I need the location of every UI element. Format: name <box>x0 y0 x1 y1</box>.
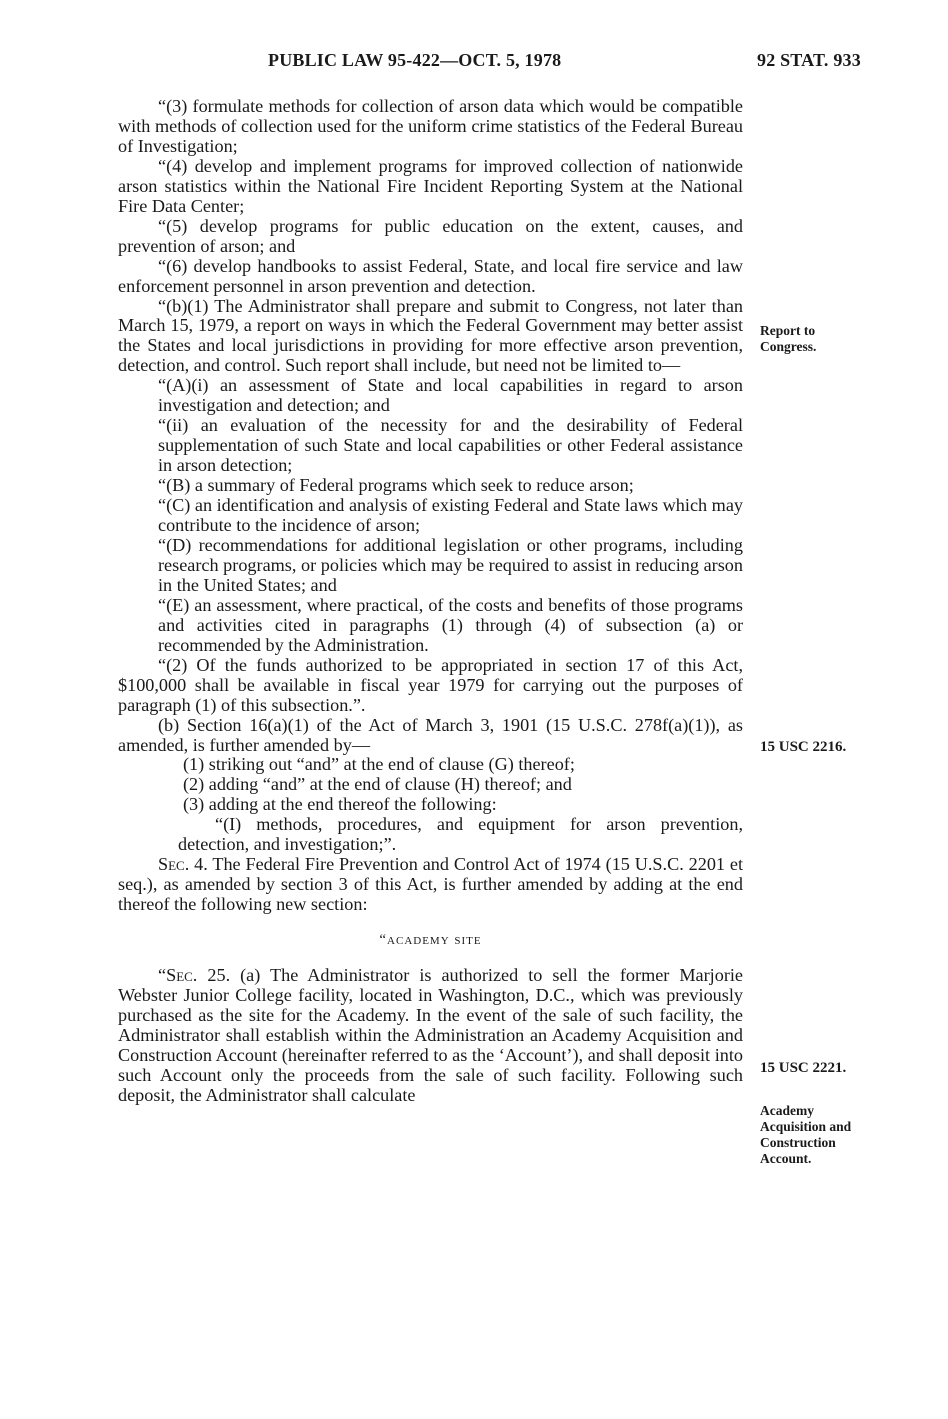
statute-page-number: 92 STAT. 933 <box>757 50 861 70</box>
margin-note-usc-2216: 15 USC 2216. <box>760 739 847 755</box>
running-head: PUBLIC LAW 95-422—OCT. 5, 1978 <box>268 50 562 70</box>
section-25 <box>118 966 743 1106</box>
paragraph-3: “(3) formulate methods for collection of arson data which would be compatible with methods of collection used for the uniform crime statistics of the Federal Bureau of Investigation; <box>118 96 743 156</box>
page-header <box>0 50 948 80</box>
section-label: Sec. <box>158 854 190 875</box>
subsection-b1: “(b)(1) The Administrator shall prepare and submit to Congress, not later than March 15, 1979, a report on ways in which the Federal Government may better assist the States and local jurisdictions in providing for more effective arson prevention, detection, and control. Such report shall include, but need not be limited to— <box>118 295 743 376</box>
amendment-item-2: (2) adding “and” at the end of clause (H) thereof; and <box>183 774 572 795</box>
clause-d: “(D) recommendations for additional legislation or other programs, including research programs, or policies which may be required to assist in reducing arson in the United States; and <box>158 534 743 595</box>
section-4 <box>118 855 743 915</box>
paragraph-5: “(5) develop programs for public education on the extent, causes, and prevention of arson; and <box>118 215 743 256</box>
amendment-b: (b) Section 16(a)(1) of the Act of March 3, 1901 (15 U.S.C. 278f(a)(1)), as amended, is further amended by— <box>118 714 743 755</box>
clause-a-i: “(A)(i) an assessment of State and local capabilities in regard to arson investigation and detection; and <box>158 375 743 416</box>
academy-site-heading: “academy site <box>379 932 482 949</box>
paragraph-4: “(4) develop and implement programs for improved collection of nationwide arson statistics within the National Fire Incident Reporting System at the National Fire Data Center; <box>118 155 743 216</box>
section-label: “Sec. <box>158 965 198 986</box>
amendment-item-3: (3) adding at the end thereof the following: <box>183 794 497 815</box>
body-text <box>118 97 743 1106</box>
clause-i-insert: “(I) methods, procedures, and equipment for arson prevention, detection, and investigation;”. <box>178 814 743 855</box>
clause-b: “(B) a summary of Federal programs which seek to reduce arson; <box>158 475 634 496</box>
margin-note-academy-account: Academy Acquisition and Construction Account. <box>760 1103 852 1166</box>
paragraph-6: “(6) develop handbooks to assist Federal, State, and local fire service and law enforcement personnel in arson prevention and detection. <box>118 255 743 296</box>
clause-e: “(E) an assessment, where practical, of the costs and benefits of those programs and activities cited in paragraphs (1) through (4) of subsection (a) or recommended by the Administration. <box>158 594 743 655</box>
clause-a-ii: “(ii) an evaluation of the necessity for and the desirability of Federal supplementation of such State and local capabilities or other Federal assistance in arson detection; <box>158 415 743 476</box>
paragraph-2-funds: “(2) Of the funds authorized to be appropriated in section 17 of this Act, $100,000 shall be available in fiscal year 1979 for carrying out the purposes of paragraph (1) of this subsection.”. <box>118 654 743 715</box>
section-4-text: 4. The Federal Fire Prevention and Control Act of 1974 (15 U.S.C. 2201 et seq.), as amended by section 3 of this Act, is further amended by adding at the end thereof the following new section: <box>118 854 744 915</box>
amendment-item-1: (1) striking out “and” at the end of clause (G) thereof; <box>183 754 575 775</box>
margin-note-report: Report to Congress. <box>760 323 817 354</box>
clause-c: “(C) an identification and analysis of existing Federal and State laws which may contribute to the incidence of arson; <box>158 495 743 536</box>
section-25-text: 25. (a) The Administrator is authorized to sell the former Marjorie Webster Junior College facility, located in Washington, D.C., which was previously purchased as the site for the Academy. In the event of the sale of such facility, the Administrator shall establish within the Administration an Academy Acquisition and Construction Account (hereinafter referred to as the ‘Account’), and shall deposit into such Account only the proceeds from the sale of such facility. Following such deposit, the Administrator shall calculate <box>118 965 743 1105</box>
margin-note-usc-2221: 15 USC 2221. <box>760 1060 847 1076</box>
